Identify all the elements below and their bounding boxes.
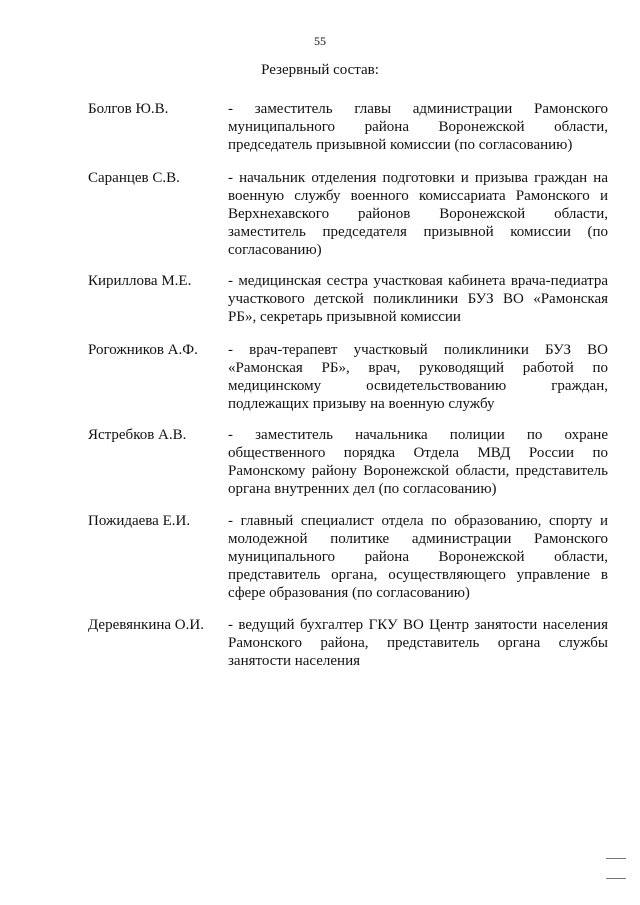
member-name: Саранцев С.В. bbox=[88, 170, 180, 186]
member-role: - ведущий бухгалтер ГКУ ВО Центр занятости населения Рамонского района, представитель органа службы занятости населения bbox=[228, 617, 608, 669]
member-name: Пожидаева Е.И. bbox=[88, 513, 191, 529]
member-role: - врач-терапевт участковый поликлиники БУЗ ВО «Рамонская РБ», врач, руководящий работой по медицинскому освидетельствованию граждан, подлежащих призыву на военную службу bbox=[228, 342, 608, 412]
section-title: Резервный состав: bbox=[261, 62, 379, 78]
member-role: - медицинская сестра участковая кабинета врача-педиатра участкового детской поликлиники БУЗ ВО «Рамонская РБ», секретарь призывной комиссии bbox=[228, 273, 608, 325]
member-name: Ястребков А.В. bbox=[88, 427, 187, 443]
member-name: Болгов Ю.В. bbox=[88, 101, 169, 117]
scan-edge-mark bbox=[606, 858, 626, 859]
member-name: Рогожников А.Ф. bbox=[88, 342, 198, 358]
member-role: - главный специалист отдела по образованию, спорту и молодежной политике администрации Рамонского муниципального района Воронежской области, представитель органа, осуществляющего управление в сфере образования (по согласованию) bbox=[228, 513, 608, 601]
member-role: - начальник отделения подготовки и призыва граждан на военную службу военного комиссариата Рамонского и Верхнехавского районов Воронежской области, заместитель председателя призывной комиссии (по согласованию) bbox=[228, 170, 608, 258]
member-name: Кириллова М.Е. bbox=[88, 273, 192, 289]
member-role: - заместитель начальника полиции по охране общественного порядка Отдела МВД России по Рамонскому району Воронежской области, представитель органа внутренних дел (по согласованию) bbox=[228, 427, 608, 497]
scan-edge-mark bbox=[606, 878, 626, 879]
member-name: Деревянкина О.И. bbox=[88, 617, 204, 633]
member-role: - заместитель главы администрации Рамонского муниципального района Воронежской области, председатель призывной комиссии (по согласованию) bbox=[228, 101, 608, 153]
page-number: 55 bbox=[314, 34, 326, 48]
